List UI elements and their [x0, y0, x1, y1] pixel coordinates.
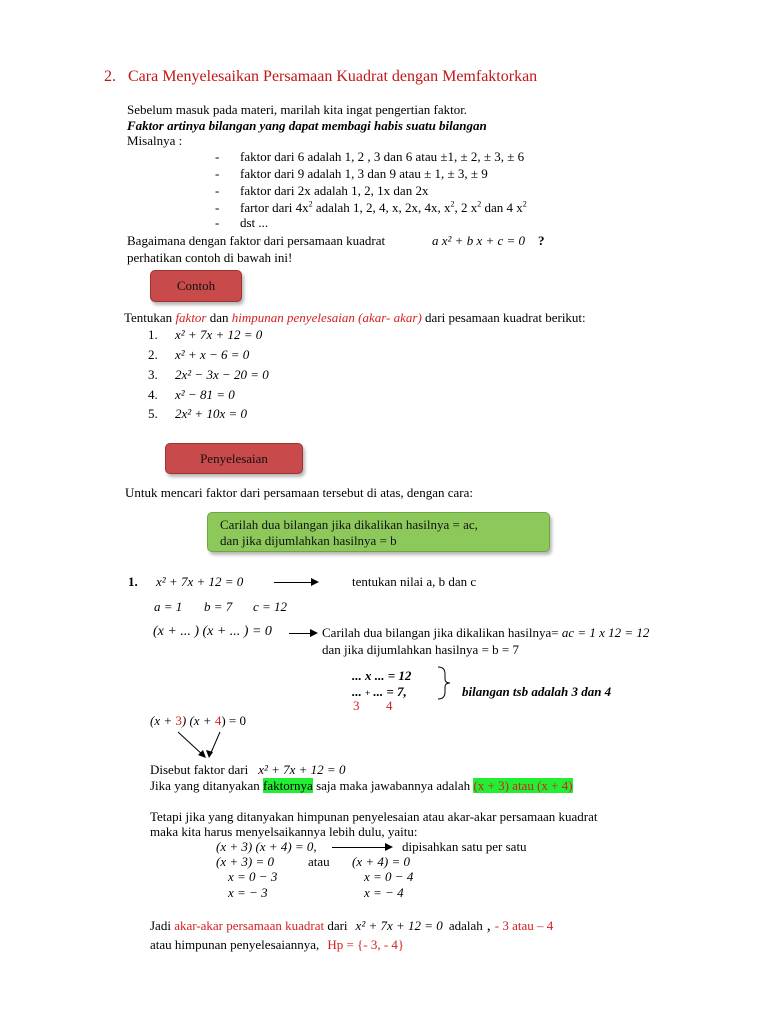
- value-c: c = 12: [253, 599, 288, 614]
- step1-note: dipisahkan satu per satu: [402, 839, 527, 854]
- arrow-head-icon: [310, 629, 318, 637]
- step3-left: x = 0 − 3: [228, 869, 278, 884]
- intro-line: Sebelum masuk pada materi, marilah kita ingat pengertian faktor.: [127, 102, 468, 117]
- brace-icon: [436, 665, 456, 701]
- problem-equation: x² − 81 = 0: [175, 387, 235, 402]
- step2-right: (x + 4) = 0: [352, 854, 410, 869]
- value-a: a = 1: [154, 599, 183, 614]
- value-b: b = 7: [204, 599, 233, 614]
- product-line: ... x ... = 12: [352, 668, 412, 683]
- number-four: 4: [386, 698, 393, 713]
- disebut-line: Disebut faktor dari x² + 7x + 12 = 0: [150, 762, 346, 777]
- problem-number: 2.: [148, 347, 158, 362]
- step2-left: (x + 3) = 0: [216, 854, 274, 869]
- problem-number: 5.: [148, 406, 158, 421]
- sum-line: ... + ... = 7,: [352, 684, 407, 699]
- arrow-head-icon: [385, 843, 393, 851]
- problem-equation: 2x² − 3x − 20 = 0: [175, 367, 269, 382]
- definition: Faktor artinya bilangan yang dapat membagi habis suatu bilangan: [127, 118, 487, 133]
- problem-number: 3.: [148, 367, 158, 382]
- step1-equation: (x + 3) (x + 4) = 0,: [216, 839, 317, 854]
- jika-line: Jika yang ditanyakan faktornya saja maka jawabannya adalah (x + 3) atau (x + 4): [150, 778, 573, 793]
- list-item: faktor dari 9 adalah 1, 3 dan 9 atau ± 1, ± 3, ± 9: [240, 166, 488, 181]
- question-mark: ?: [538, 233, 545, 248]
- tetapi-line-2: maka kita harus menyelsaikannya lebih dulu, yaitu:: [150, 824, 418, 839]
- problem-equation: x² + 7x + 12 = 0: [175, 327, 263, 342]
- task-text: Tentukan faktor dan himpunan penyelesaian (akar- akar) dari pesamaan kuadrat berikut:: [124, 310, 586, 325]
- solution-number: 1.: [128, 574, 138, 589]
- arrow-head-icon: [311, 578, 319, 586]
- list-item-dash: -: [215, 215, 220, 230]
- factored-equation: (x + 3) (x + 4) = 0: [150, 713, 246, 728]
- list-item: dst ...: [240, 215, 269, 230]
- general-formula: a x² + b x + c = 0: [432, 233, 526, 248]
- cari-line: Carilah dua bilangan jika dikalikan hasilnya= ac = 1 x 12 = 12: [322, 625, 650, 640]
- step3-right: x = 0 − 4: [364, 869, 414, 884]
- problem-equation: 2x² + 10x = 0: [175, 406, 247, 421]
- arrow-right-icon: [332, 847, 386, 848]
- problem-number: 1.: [148, 327, 158, 342]
- list-item-dash: -: [215, 166, 220, 181]
- list-item-dash: -: [215, 183, 220, 198]
- problem-equation: x² + x − 6 = 0: [175, 347, 250, 362]
- number-three: 3: [353, 698, 360, 713]
- method-intro: Untuk mencari faktor dari persamaan tersebut di atas, dengan cara:: [125, 485, 473, 500]
- problem-number: 4.: [148, 387, 158, 402]
- arrow-right-icon: [274, 582, 312, 583]
- hp-line: atau himpunan penyelesaiannya, Hp = {- 3, - 4}: [150, 937, 405, 952]
- method-box: [207, 512, 550, 552]
- instruction-text: perhatikan contoh di bawah ini!: [127, 250, 293, 265]
- list-item: faktor dari 2x adalah 1, 2, 1x dan 2x: [240, 183, 429, 198]
- method-box-line: dan jika dijumlahkan hasilnya = b: [220, 533, 397, 548]
- solution-equation: x² + 7x + 12 = 0: [156, 574, 244, 589]
- list-item-dash: -: [215, 149, 220, 164]
- converging-arrows-icon: [170, 728, 230, 762]
- section-title: Cara Menyelesaikan Persamaan Kuadrat dengan Memfaktorkan: [128, 68, 538, 85]
- contoh-label: Contoh: [150, 270, 242, 302]
- step2-atau: atau: [308, 854, 330, 869]
- tentukan-text: tentukan nilai a, b dan c: [352, 574, 477, 589]
- list-item: fartor dari $4x^2$ adalah 1, 2, 4, x, 2x, 4x, $x^2$, 2 $x^2$ dan 4 $x^2$: [240, 199, 527, 215]
- cari-line-2: dan jika dijumlahkan hasilnya = b = 7: [322, 642, 519, 657]
- step4-left: x = − 3: [228, 885, 268, 900]
- method-box-line: Carilah dua bilangan jika dikalikan hasilnya = ac,: [220, 517, 478, 532]
- list-item-dash: -: [215, 200, 220, 215]
- jadi-line: Jadi akar-akar persamaan kuadrat dari x² + 7x + 12 = 0 adalah , - 3 atau – 4: [150, 917, 554, 934]
- factor-form: (x + ... ) (x + ... ) = 0: [153, 624, 272, 639]
- tetapi-line-1: Tetapi jika yang ditanyakan himpunan penyelesaian atau akar-akar persamaan kuadrat: [150, 809, 598, 824]
- bilangan-result: bilangan tsb adalah 3 dan 4: [462, 684, 612, 699]
- misalnya-label: Misalnya :: [127, 133, 183, 148]
- list-item: faktor dari 6 adalah 1, 2 , 3 dan 6 atau ±1, ± 2, ± 3, ± 6: [240, 149, 525, 164]
- arrow-right-icon: [289, 633, 311, 634]
- penyelesaian-label: Penyelesaian: [165, 443, 303, 474]
- section-number: 2.: [104, 68, 116, 85]
- step4-right: x = − 4: [364, 885, 404, 900]
- question-text: Bagaimana dengan faktor dari persamaan kuadrat: [127, 233, 386, 248]
